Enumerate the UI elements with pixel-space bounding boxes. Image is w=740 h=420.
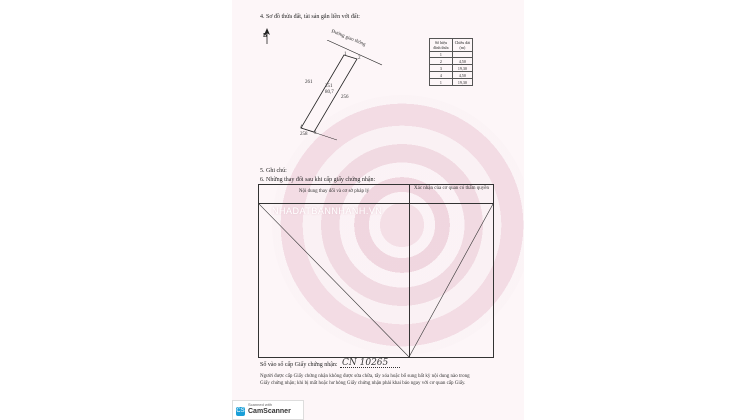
camscanner-caption: Scanned with bbox=[248, 402, 273, 407]
changes-col-header: Nội dung thay đổi và cơ sở pháp lý bbox=[298, 189, 370, 194]
table-cell: 19,30 bbox=[452, 65, 472, 72]
register-number: CN 10265 bbox=[342, 358, 389, 368]
table-cell bbox=[452, 51, 472, 58]
corner-label: 1 bbox=[344, 52, 347, 57]
table-row bbox=[430, 79, 473, 86]
camscanner-badge bbox=[232, 400, 304, 420]
confirmation-col-header: Xác nhận của cơ quan có thẩm quyền bbox=[414, 186, 489, 191]
table-cell: 1 bbox=[430, 51, 453, 58]
certificate-page bbox=[232, 0, 524, 420]
watermark-text: NHADATBANNHANH.VN bbox=[272, 206, 383, 216]
section-4-title: 4. Sơ đồ thửa đất, tài sản gắn liền với đất: bbox=[260, 14, 360, 20]
register-label: Số vào sổ cấp Giấy chứng nhận: bbox=[260, 362, 338, 368]
table-header: Chiều dài (m) bbox=[452, 39, 472, 52]
table-header: Số hiệu đỉnh thửa bbox=[430, 39, 453, 52]
camscanner-name: CamScanner bbox=[248, 408, 291, 415]
section-5-title: 5. Ghi chú: bbox=[260, 168, 287, 174]
table-cell: 19,30 bbox=[452, 79, 472, 86]
parcel-number: 251 bbox=[325, 84, 333, 89]
table-cell: 4 bbox=[430, 72, 453, 79]
table-cell: 4,50 bbox=[452, 72, 472, 79]
camscanner-logo-icon: CS bbox=[236, 408, 245, 414]
table-row bbox=[430, 51, 473, 58]
table-cell: 2 bbox=[430, 58, 453, 65]
table-row bbox=[430, 58, 473, 65]
road-label: Đường giao thông bbox=[330, 29, 367, 48]
corner-label: 4 bbox=[300, 125, 303, 130]
table-cell: 4,50 bbox=[452, 58, 472, 65]
neighbor-right: 256 bbox=[341, 95, 349, 100]
cross-out-lines bbox=[259, 204, 493, 357]
section-6-title: 6. Những thay đổi sau khi cấp giấy chứng nhận: bbox=[260, 177, 376, 183]
table-cell: 1 bbox=[430, 79, 453, 86]
parcel-area: 80,7 bbox=[325, 90, 334, 95]
table-row bbox=[430, 72, 473, 79]
north-label: B bbox=[263, 33, 268, 39]
corner-label: 2 bbox=[358, 56, 361, 61]
neighbor-left: 261 bbox=[305, 80, 313, 85]
footer-note: Người được cấp Giấy chứng nhận không được sửa chữa, tẩy xóa hoặc bổ sung bất kỳ nội dung nào trong Giấy chứng nhận; khi bị mất hoặc hư hỏng Giấy chứng nhận phải khai báo ngay với cơ quan cấp Giấy. bbox=[260, 374, 470, 386]
corner-label: 3 bbox=[314, 131, 317, 136]
table-cell: 3 bbox=[430, 65, 453, 72]
neighbor-bottom: 258 bbox=[300, 132, 308, 137]
edge-length-table bbox=[429, 38, 473, 86]
table-row bbox=[430, 65, 473, 72]
